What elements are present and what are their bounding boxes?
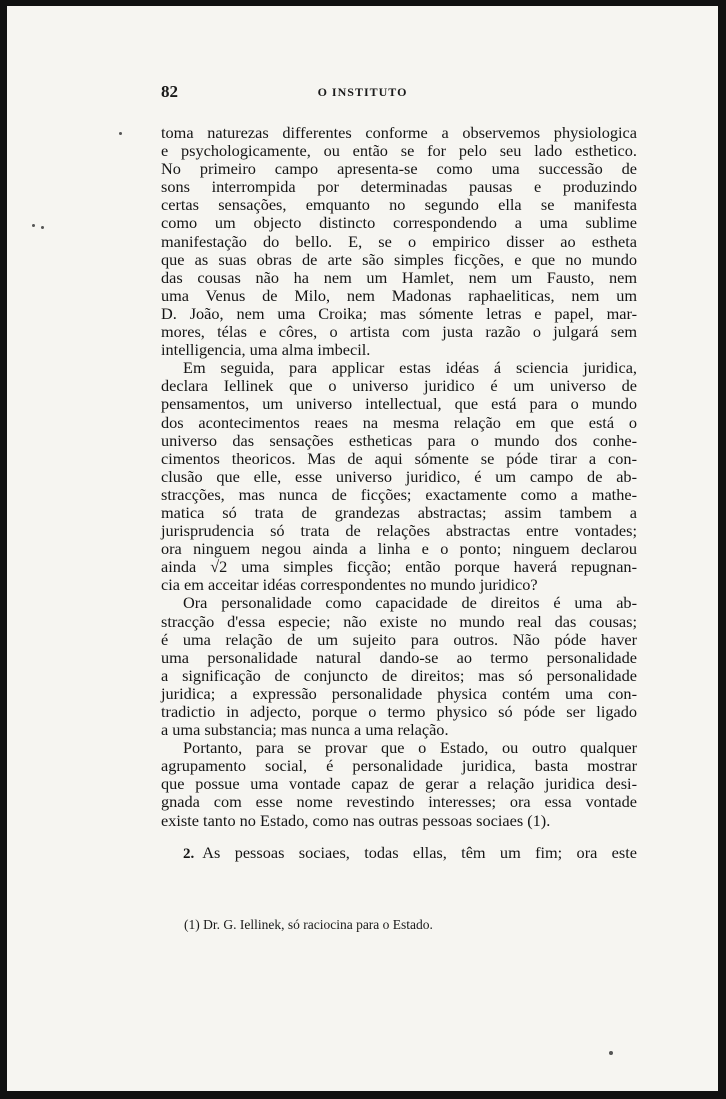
text-line: juridica; a expressão personalidade physica contém uma con-	[161, 683, 637, 703]
text-line: manifestação do bello. E, se o empirico disser ao estheta	[161, 231, 637, 251]
text-line: como um objecto distincto correspondendo a uma sublime	[161, 213, 637, 233]
text-line: das cousas não ha nem um Hamlet, nem um Fausto, nem	[161, 267, 637, 287]
text-line: certas sensações, emquanto no segundo ella se manifesta	[161, 195, 637, 215]
text-line: jurisprudencia só trata de relações abstractas entre vontades;	[161, 521, 637, 541]
text-line: Portanto, para se provar que o Estado, ou outro qualquer	[183, 738, 637, 758]
page-header	[7, 82, 718, 102]
text-line: toma naturezas differentes conforme a observemos physiologica	[161, 123, 637, 142]
margin-speck	[119, 132, 122, 135]
text-line: clusão que elle, esse universo juridico, é um campo de ab-	[161, 466, 637, 486]
text-line: pensamentos, um universo intellectual, que está para o mundo	[161, 394, 637, 414]
text-line: ora ninguem negou ainda a linha e o ponto; ninguem declarou	[161, 539, 637, 559]
text-line: uma personalidade natural dando-se ao termo personalidade	[161, 647, 637, 667]
section-line	[161, 844, 637, 863]
text-line: tradictio in adjecto, porque o termo physico só póde ser ligado	[161, 702, 637, 721]
text-line: gnada com esse nome revestindo interesses; ora essa vontade	[161, 792, 637, 812]
text-line: No primeiro campo apresenta-se como uma successão de	[161, 159, 637, 179]
section-text: As pessoas sociaes, todas ellas, têm um fim; ora este	[202, 842, 637, 862]
text-line: stracção d'essa especie; não existe no mundo real das cousas;	[161, 611, 637, 631]
running-title: O INSTITUTO	[317, 85, 408, 99]
text-line: cia em acceitar idéas correspondentes no mundo juridico?	[161, 575, 538, 595]
margin-speck	[609, 1051, 613, 1055]
text-line: stracções, mas nunca de ficções; exactamente como a mathe-	[161, 484, 637, 504]
text-line: Ora personalidade como capacidade de direitos é uma ab-	[183, 593, 637, 613]
text-line: matica só trata de grandezas abstractas; assim tambem a	[161, 502, 637, 522]
text-line: que as suas obras de arte são simples ficções, e que no mundo	[161, 249, 637, 269]
text-line: universo das sensações estheticas para o mundo dos conhe-	[161, 430, 637, 450]
text-line: uma Venus de Milo, nem Madonas raphaeliticas, nem um	[161, 285, 637, 305]
text-line: mores, télas e côres, o artista com justa razão o julgará sem	[161, 322, 637, 342]
margin-speck	[41, 226, 44, 229]
text-line: existe tanto no Estado, como nas outras pessoas sociaes (1).	[161, 810, 551, 830]
text-line: a significação de conjuncto de direitos; mas só personalidade	[161, 665, 637, 685]
text-line: é uma relação de um sujeito para outros. Não póde haver	[161, 629, 637, 649]
page-number: 82	[161, 82, 178, 101]
text-line: Em seguida, para applicar estas idéas á sciencia juridica,	[183, 358, 637, 378]
text-line: D. João, nem uma Croika; mas sómente letras e papel, mar-	[161, 303, 637, 323]
text-line: ainda √2 uma simples ficção; então porque haverá repugnan-	[161, 557, 637, 577]
text-line: que possue uma vontade capaz de gerar a relação juridica desi-	[161, 774, 637, 794]
text-line: a uma substancia; mas nunca a uma relação.	[161, 720, 449, 740]
text-line: dos acontecimentos reaes na mesma relação em que está o	[161, 412, 637, 432]
body-text	[161, 124, 637, 863]
text-line: agrupamento social, é personalidade juridica, basta mostrar	[161, 756, 637, 776]
text-line: sons interrompida por determinadas pausas e produzindo	[161, 177, 637, 197]
book-page	[7, 6, 718, 1091]
text-line: cimentos theoricos. Mas de aqui sómente se póde tirar a con-	[161, 448, 637, 468]
text-line: intelligencia, uma alma imbecil.	[161, 340, 371, 360]
text-line: e psychologicamente, ou então se for pelo seu lado esthetico.	[161, 141, 637, 161]
section-number: 2.	[183, 845, 195, 862]
margin-speck	[32, 224, 35, 227]
footnote: (1) Dr. G. Iellinek, só raciocina para o Estado.	[184, 917, 433, 932]
text-line: declara Iellinek que o universo juridico é um universo de	[161, 376, 637, 396]
